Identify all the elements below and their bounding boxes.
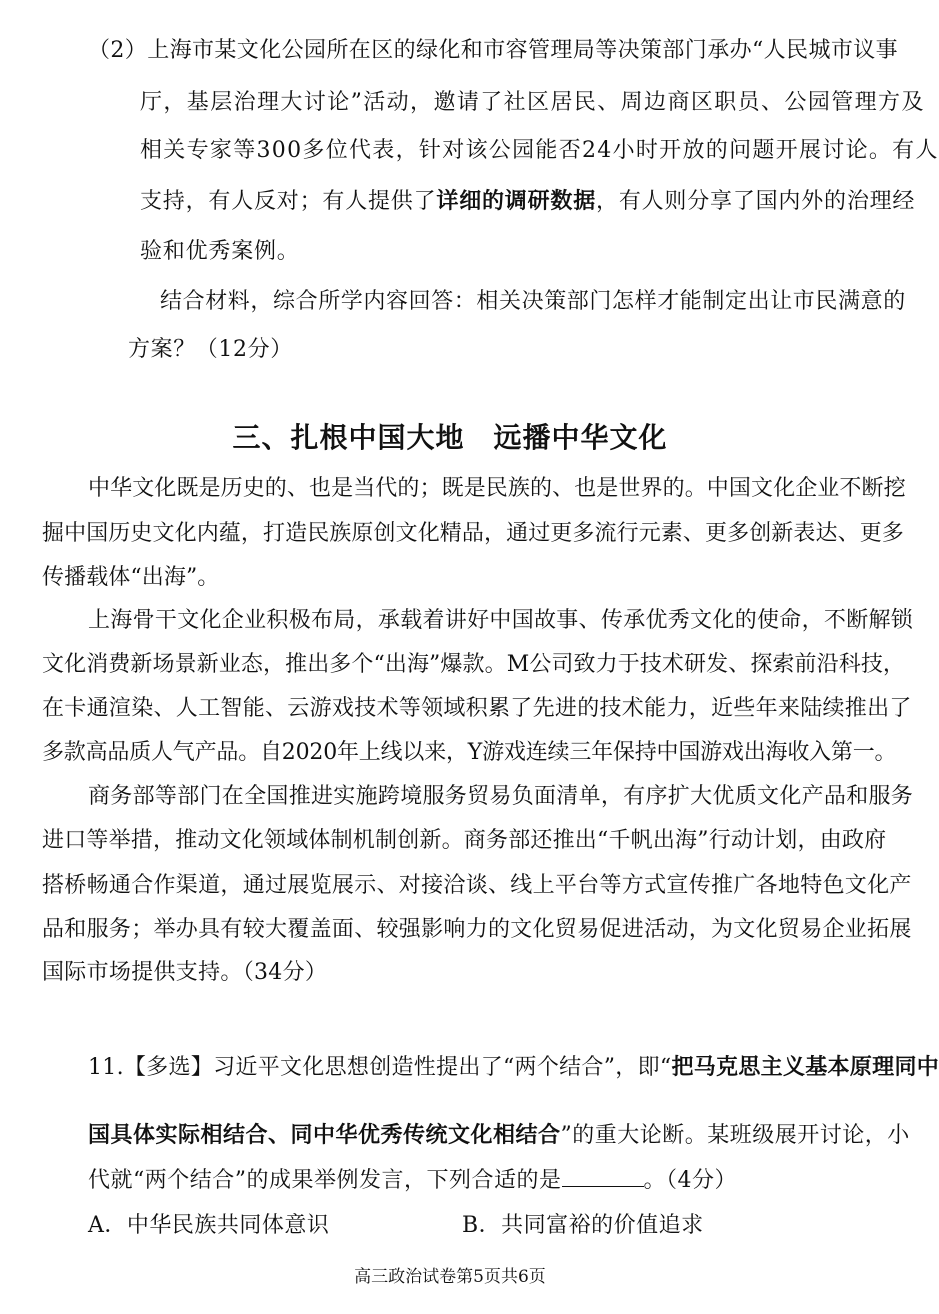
q2-line-5: 验和优秀案例。 xyxy=(140,239,300,264)
para3-line-4: 品和服务；举办具有较大覆盖面、较强影响力的文化贸易促进活动，为文化贸易企业拓展 xyxy=(42,917,912,942)
q2-line-3: 相关专家等300多位代表，针对该公园能否24小时开放的问题开展讨论。有人 xyxy=(140,138,939,163)
para3-line-3: 搭桥畅通合作渠道，通过展览展示、对接洽谈、线上平台等方式宣传推广各地特色文化产 xyxy=(42,873,912,898)
q11-line-3-score: 。（4分） xyxy=(643,1168,737,1193)
para1-line-1: 中华文化既是历史的、也是当代的；既是民族的、也是世界的。中国文化企业不断挖 xyxy=(88,476,906,501)
para2-line-2: 文化消费新场景新业态，推出多个“出海”爆款。M公司致力于技术研发、探索前沿科技， xyxy=(42,652,906,677)
q2-prompt-line-2: 方案？（12分） xyxy=(128,337,293,362)
para2-line-1: 上海骨干文化企业积极布局，承载着讲好中国故事、传承优秀文化的使命，不断解锁 xyxy=(88,608,914,633)
q2-emphasis-data: 详细的调研数据 xyxy=(436,188,597,214)
para2-line-3: 在卡通渲染、人工智能、云游戏技术等领域积累了先进的技术能力，近些年来陆续推出了 xyxy=(42,696,912,721)
q11-line-2-text: ”的重大论断。某班级展开讨论，小 xyxy=(560,1123,910,1148)
para1-line-2: 掘中国历史文化内蕴，打造民族原创文化精品，通过更多流行元素、更多创新表达、更多 xyxy=(42,521,904,546)
q11-emphasis-1: 把马克思主义基本原理同中 xyxy=(671,1054,939,1080)
para3-line-1: 商务部等部门在全国推进实施跨境服务贸易负面清单，有序扩大优质文化产品和服务 xyxy=(88,784,914,809)
para2-line-4: 多款高品质人气产品。自2020年上线以来，Y游戏连续三年保持中国游戏出海收入第一。 xyxy=(42,740,897,765)
q2-line-4 xyxy=(140,186,915,217)
para3-line-2: 进口等举措，推动文化领域体制机制创新。商务部还推出“千帆出海”行动计划，由政府 xyxy=(42,828,887,853)
page-footer: 高三政治试卷第5页共6页 xyxy=(354,1267,546,1287)
q11-line-1 xyxy=(88,1052,939,1083)
q2-line-2: 厅，基层治理大讨论”活动，邀请了社区居民、周边商区职员、公园管理方及 xyxy=(140,90,925,115)
q2-prompt-line-1: 结合材料，综合所学内容回答：相关决策部门怎样才能制定出让市民满意的 xyxy=(160,289,906,314)
para1-line-3: 传播载体“出海”。 xyxy=(42,565,220,590)
q11-line-2 xyxy=(88,1120,910,1151)
q2-line-4-text-a: 支持，有人反对；有人提供了 xyxy=(140,189,437,214)
q11-line-1-text: 11.【多选】习近平文化思想创造性提出了“两个结合”，即“ xyxy=(88,1055,672,1080)
option-b[interactable]: B．共同富裕的价值追求 xyxy=(462,1213,704,1238)
option-a[interactable]: A．中华民族共同体意识 xyxy=(88,1213,330,1238)
q2-line-1: （2）上海市某文化公园所在区的绿化和市容管理局等决策部门承办“人民城市议事 xyxy=(88,38,899,63)
para3-line-5: 国际市场提供支持。（34分） xyxy=(42,960,328,985)
q11-line-3 xyxy=(88,1166,737,1196)
q11-line-3-text: 代就“两个结合”的成果举例发言，下列合适的是 xyxy=(88,1168,562,1193)
answer-blank[interactable] xyxy=(562,1166,644,1187)
section-title: 三、扎根中国大地 远播中华文化 xyxy=(232,421,668,454)
q2-line-4-text-c: ，有人则分享了国内外的治理经 xyxy=(596,189,916,214)
q11-emphasis-2: 国具体实际相结合、同中华优秀传统文化相结合 xyxy=(88,1122,561,1148)
